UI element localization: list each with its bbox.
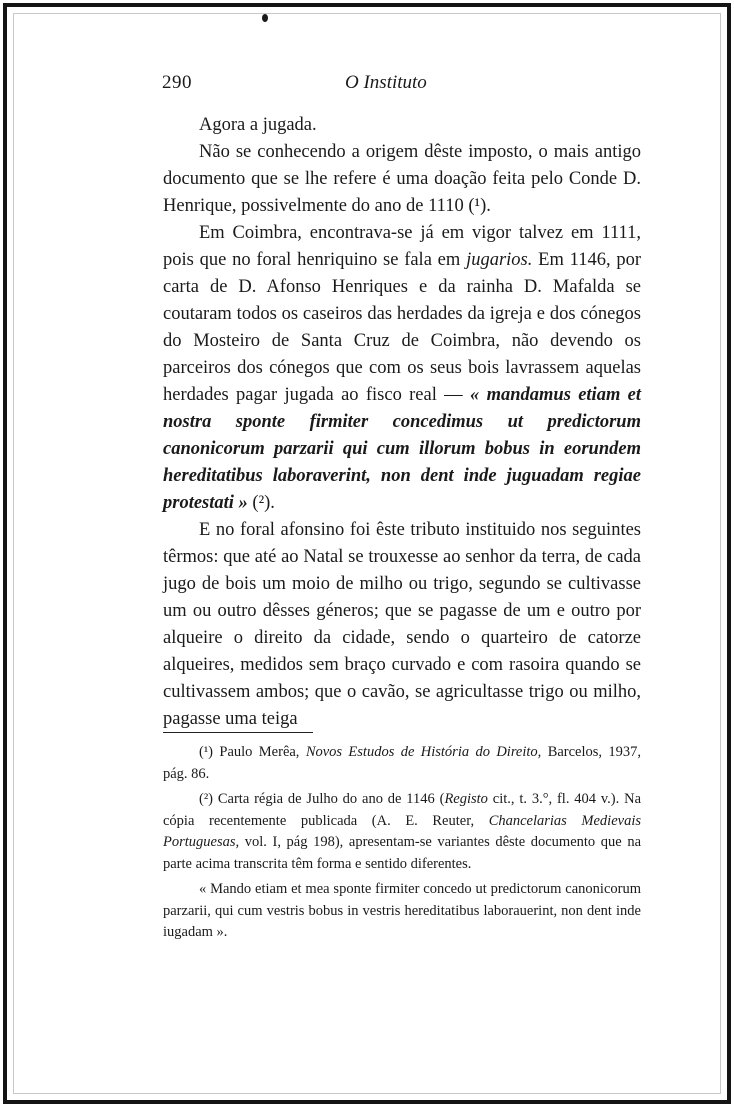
paragraph-2 [163, 139, 641, 220]
printer-mark [262, 14, 268, 22]
body-text [163, 112, 641, 733]
paragraph-1: Agora a jugada. [199, 115, 317, 135]
footnote-2-registo: Registo [444, 791, 488, 807]
footnote-2-text-a: Carta régia de Julho do ano de 1146 ( [217, 791, 445, 807]
paragraph-2-text: Não se conhecendo a origem dêste imposto, o mais antigo documento que se lhe refere é uma doação feita pelo Conde D. Henrique, possivelmente do ano de 1110 [163, 142, 641, 216]
footnote-2-text-c: vol. I, pág 198), apresentam-se variantes dêste documento que na parte acima transcrita têm forma e sentido diferentes. [163, 834, 642, 872]
footnote-3: « Mando etiam et mea sponte firmiter concedo ut predictorum canonicorum parzarii, qui cum vestris bobus in vestris hereditatibus laborauerint, non dent inde iugadam ». [163, 881, 641, 940]
footnote-ref-2: (²). [252, 493, 275, 513]
paragraph-3-text-b: Em 1146, por carta de D. Afonso Henriques e da rainha D. Mafalda se coutaram todos os caseiros das herdades da igreja e dos cónegos do Mosteiro de Santa Cruz de Coimbra, não devendo os parceiros dos cónegos que com os seus bois lavrassem aquelas herdades pagar jugada ao fisco real — [163, 250, 642, 405]
running-title: O Instituto [345, 72, 427, 93]
footnote-1-title: Novos Estudos de História do Direito, [305, 744, 542, 760]
paragraph-3 [163, 220, 641, 517]
term-jugarios: jugarios. [466, 250, 533, 270]
paragraph-3-text-a: Em Coimbra, encontrava-se já em vigor talvez em 1111, pois que no foral henriquino se fala em [163, 223, 641, 270]
footnote-1-text-a: Paulo Merêa, [219, 744, 300, 760]
footnote-2 [163, 789, 641, 875]
page-number: 290 [162, 72, 192, 93]
footnote-1 [163, 742, 641, 785]
footnote-2-title: Chancelarias Medievais Portuguesas, [163, 812, 641, 850]
footnote-1-text-b: Barcelos, 1937, pág. 86. [163, 744, 642, 782]
footnotes [163, 742, 641, 948]
footnote-2-mark: (²) [199, 791, 214, 807]
paragraph-4: E no foral afonsino foi êste tributo instituido nos seguintes têrmos: que até ao Natal se trouxesse ao senhor da terra, de cada jugo de bois um moio de milho ou trigo, segundo se cultivasse um ou outro dêsses géneros; que se pagasse de um e outro por alqueire o direito da cidade, sendo o quarteiro de catorze alqueires, medidos sem braço curvado e com rasoira quando se cultivassem ambos; que o cavão, se agricultasse trigo ou milho, pagasse uma teiga [163, 520, 641, 729]
footnote-1-mark: (¹) [199, 744, 214, 760]
latin-quote: « mandamus etiam et nostra sponte firmiter concedimus ut predictorum canonicorum parzarii qui cum illorum bobus in eorundem hereditatibus laboraverint, non dent inde juguadam regiae protestati » [163, 385, 642, 513]
footnote-2-text-b: cit., t. 3.°, fl. 404 v.). Na cópia recentemente publicada (A. E. Reuter, [163, 791, 642, 829]
footnote-rule [163, 732, 313, 733]
footnote-ref-1: (¹). [468, 196, 491, 216]
